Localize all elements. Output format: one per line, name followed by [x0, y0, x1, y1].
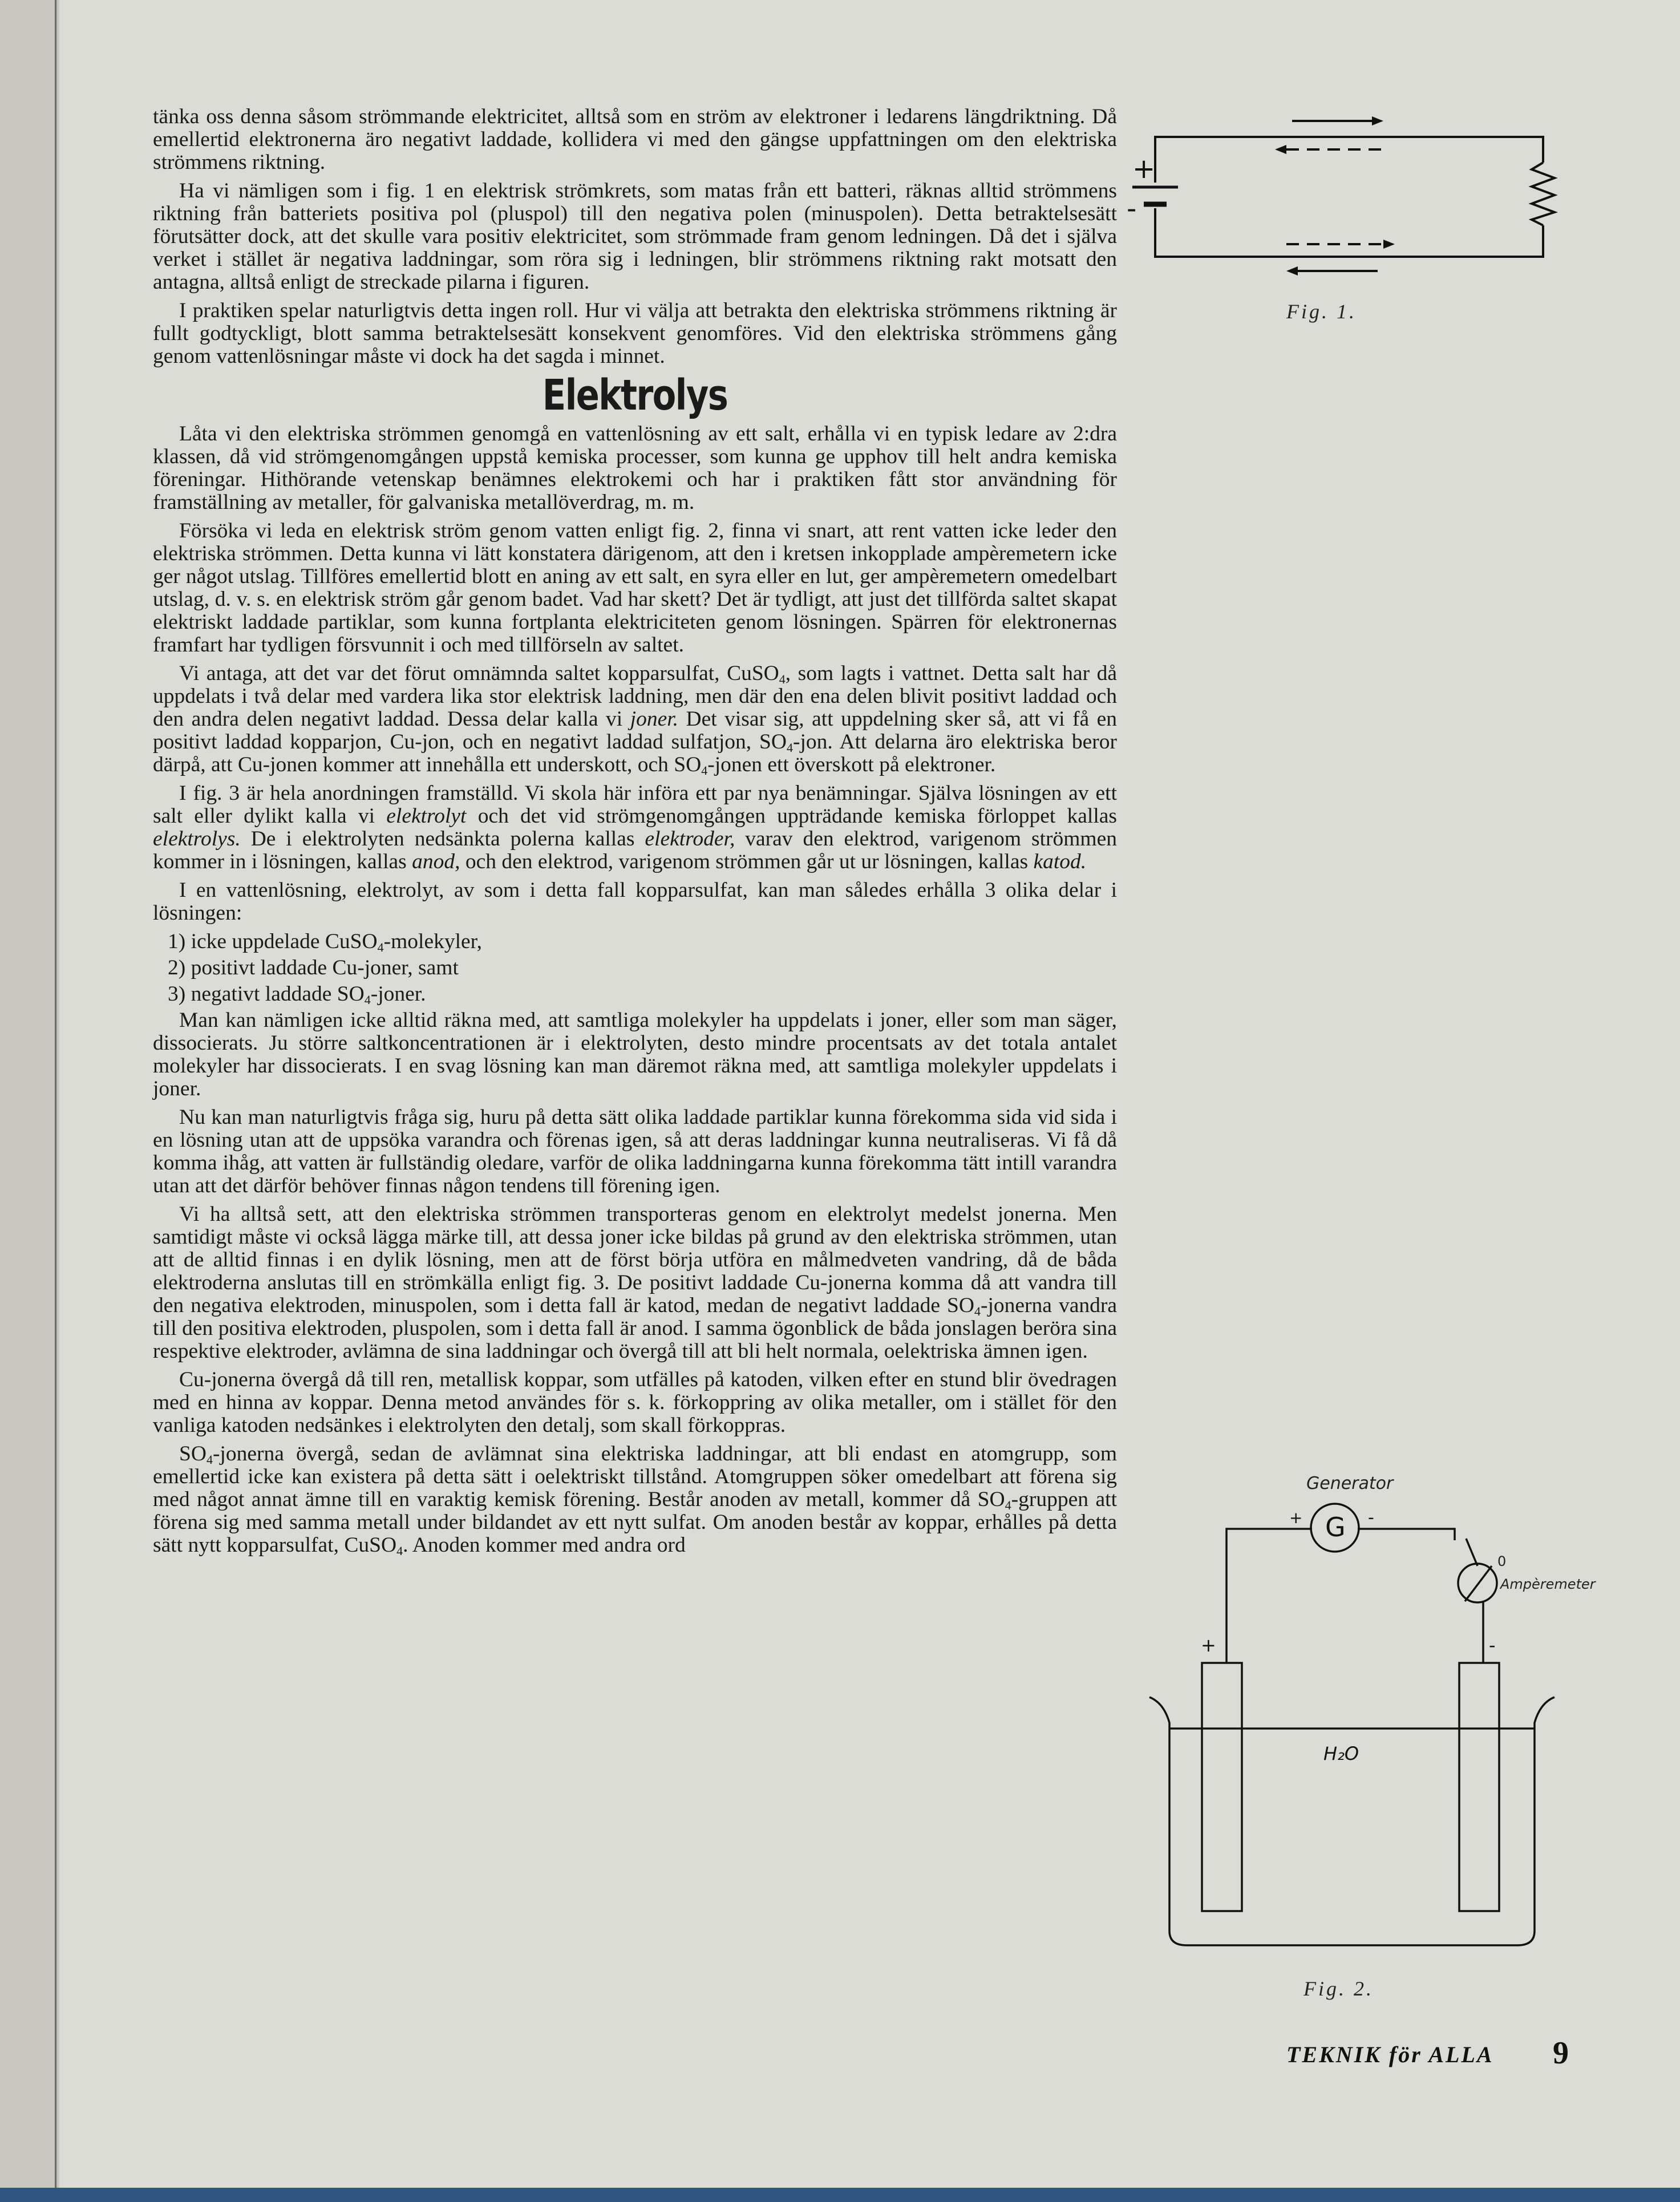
text-run: Det visar sig, att uppdelning sker så, att vi få en positivt laddad kopparjon, Cu-jon, och en negativt laddad sulfatjon, SO — [153, 707, 1117, 754]
paragraph: Ha vi nämligen som i fig. 1 en elektrisk strömkrets, som matas från ett batteri, räknas alltid strömmens riktning från batteriets positiva pol (pluspol) till den negativa polen (minuspolen). Detta betraktelsesätt förutsätter dock, att det skulle vara positiv elektricitet, som strömmade fram genom ledningen. Då det i själva verket i stället är negativa laddningar, som röra sig i ledningen, blir strömmens riktning rakt motsatt den antagna, alltså enligt de streckade pilarna i figuren. — [153, 179, 1117, 294]
italic-term: joner. — [630, 707, 679, 731]
text-run: och den elektrod, varigenom strömmen går ut ur lösningen, kallas — [460, 850, 1034, 873]
battery-minus-sign: - — [1127, 193, 1137, 225]
paragraph — [153, 782, 1117, 873]
magazine-brand: TEKNIK för ALLA — [1286, 2042, 1494, 2067]
subscript: 4 — [779, 672, 786, 686]
paragraph: I praktiken spelar naturligtvis detta ingen roll. Hur vi välja att betrakta den elektriska strömmens riktning är fullt godtyckligt, blott samma betraktelsesätt konsekvent genomföres. Vid den elektriska strömmens gång genom vattenlösningar måste vi dock ha det sagda i minnet. — [153, 299, 1117, 368]
paragraph: Försöka vi leda en elektrisk ström genom vatten enligt fig. 2, finna vi snart, att rent vatten icke leder den elektriska strömmen. Detta kunna vi lätt konstatera därigenom, att den i kretsen inkopplade ampèremetern icke ger något utslag. Tillföres emellertid blott en aning av ett salt, en syra eller en lut, ger ampèremetern omedelbart utslag, d. v. s. en elektrisk ström går genom badet. Vad har skett? Det är tydligt, att just det tillförda saltet skapat elektriskt laddade partiklar, som kunna fortplanta elektriciteten genom lösningen. Spärren för elektronernas framfart har tydligen försvunnit i och med tillförseln av saltet. — [153, 519, 1117, 657]
italic-term: elektrolyt — [386, 804, 467, 828]
text-run: varav den elektrod, varigenom strömmen kommer in i lösningen, kallas — [153, 827, 1117, 873]
text-run: -gruppen att förena sig med samma metall under bildandet av ett nytt sulfat. Om anoden består av koppar, erhålles på detta sätt nytt kopparsulfat, CuSO — [153, 1488, 1117, 1557]
list-item — [168, 930, 1117, 953]
text-run: -jonen ett överskott på elektroner. — [707, 753, 996, 776]
generator-minus-sign: - — [1368, 1508, 1374, 1528]
subscript: 4 — [1005, 1498, 1011, 1512]
text-run: Vi antaga, att det var det förut omnämnda saltet kopparsulfat, CuSO — [179, 662, 779, 685]
italic-term: elektroder, — [645, 827, 735, 851]
subscript: 4 — [974, 1304, 981, 1318]
text-run: -joner. — [370, 982, 426, 1006]
text-run: -jonerna vandra till den positiva elektroden, pluspolen, som i detta fall är anod. I samma ögonblick de båda jonslagen beröra sina respektive elektroder, avlämna de sina laddningar och övergå till att bli helt normala, oelektriska ämnen igen. — [153, 1294, 1117, 1363]
arrowhead-right-icon — [1372, 116, 1383, 126]
circuit-wire — [1358, 1529, 1455, 1540]
anode-plus-sign: + — [1201, 1634, 1216, 1656]
section-heading: Elektrolys — [542, 371, 728, 420]
resistor-zigzag — [1532, 163, 1554, 225]
subscript: 4 — [396, 1544, 403, 1558]
anode-electrode — [1202, 1663, 1242, 1911]
text-run: -jonerna övergå, sedan de avlämnat sina elektriska laddningar, att bli endast en atomgrupp, som emellertid icke kan existera på detta sätt i oelektriskt tillstånd. Atomgruppen söker omedelbart att förena sig med något annat ämne till en varaktig kemisk förening. Består anoden av metall, kommer då SO — [153, 1442, 1117, 1511]
previous-page-edge — [0, 0, 56, 2202]
text-run: -molekyler, — [383, 930, 483, 953]
paragraph: I en vattenlösning, elektrolyt, av som i detta fall kopparsulfat, kan man således erhålla 3 olika delar i lösningen: — [153, 879, 1117, 925]
italic-term: elektrolys. — [153, 827, 241, 851]
figure-2-caption: Fig. 2. — [1303, 1977, 1374, 2000]
paragraph: Nu kan man naturligtvis fråga sig, huru på detta sätt olika laddade partiklar kunna förekomma sida vid sida i en lösning utan att de uppsöka varandra och förenas igen, så att deras laddningar kunna neutraliseras. Vi få då komma ihåg, att vatten är fullständig oledare, varför de olika laddningarna kunna förekomma tätt intill varandra utan att det därför behöver finnas någon tendens till förening igen. — [153, 1106, 1117, 1197]
figure-1-caption: Fig. 1. — [1286, 300, 1357, 323]
paragraph: Man kan nämligen icke alltid räkna med, att samtliga molekyler ha uppdelats i joner, eller som man säger, dissocierats. Ju större saltkoncentrationen är i elektrolyten, desto mindre procentsats av det totala antalet molekyler har dissocierats. I en svag lösning kan man däremot räkna med, att samtliga molekyler uppdelats i joner. — [153, 1009, 1117, 1100]
subscript: 4 — [701, 763, 708, 778]
circuit-wire — [1226, 1529, 1312, 1663]
italic-term: katod. — [1033, 850, 1087, 873]
figure-2-electrolysis-diagram — [1147, 1452, 1603, 2011]
text-run: , som lagts i vattnet. Detta salt har då uppdelats i två delar med vardera lika stor elektrisk laddning, men där den ena delen blivit positivt laddad och den andra delen negativt laddad. Dessa delar kalla vi — [153, 662, 1117, 731]
cathode-minus-sign: - — [1489, 1634, 1496, 1656]
text-run: . Anoden kommer med andra ord — [403, 1533, 686, 1557]
paragraph — [153, 1203, 1117, 1363]
ammeter-symbol-icon — [1458, 1564, 1497, 1602]
circuit-wire — [1466, 1539, 1477, 1566]
subscript: 4 — [206, 1452, 213, 1467]
ammeter-label: Ampèremeter — [1500, 1576, 1596, 1592]
list-item: 2) positivt laddade Cu-joner, samt — [168, 956, 459, 979]
circuit-wire — [1155, 208, 1543, 257]
text-run: I fig. 3 är hela anordningen framställd. Vi skola här införa ett par nya benämningar. Själva lösningen av ett salt eller dylikt kalla vi — [153, 782, 1117, 828]
text-run: SO — [179, 1442, 207, 1466]
paragraph: Låta vi den elektriska strömmen genomgå en vattenlösning av ett salt, erhålla vi en typisk ledare av 2:dra klassen, då vid strömgenomgången uppstå kemiska processer, som kunna ge upphov till helt andra kemiska föreningar. Hithörande vetenskap benämnes elektrokemi och har i praktiken fått stor användning för framställning av metaller, för galvaniska metallöverdrag, m. m. — [153, 422, 1117, 514]
generator-label: Generator — [1306, 1474, 1394, 1493]
paragraph — [153, 662, 1117, 776]
subscript: 4 — [364, 993, 371, 1007]
arrowhead-left-icon — [1286, 266, 1298, 276]
italic-term: anod, — [412, 850, 460, 873]
subscript: 4 — [377, 940, 384, 954]
paragraph: tänka oss denna såsom strömmande elektricitet, alltså som en ström av elektroner i ledarens längdriktning. Då emellertid elektronerna äro negativt laddade, kollidera vi med den gängse uppfattningen om den elektriska strömmens riktning. — [153, 105, 1117, 174]
circuit-wire — [1155, 137, 1543, 183]
generator-plus-sign: + — [1289, 1508, 1303, 1527]
ammeter-needle — [1465, 1566, 1492, 1601]
text-run: 1) icke uppdelade CuSO — [168, 930, 378, 953]
text-run: De i elektrolyten nedsänkta polerna kallas — [240, 827, 645, 851]
water-label: H₂O — [1323, 1743, 1359, 1764]
cathode-electrode — [1459, 1663, 1499, 1911]
paragraph: Cu-jonerna övergå då till ren, metallisk koppar, som utfälles på katoden, vilken efter en stund blir övedragen med en hinna av koppar. Denna metod användes för s. k. förkoppring av olika metaller, om i stället för den vanliga katoden nedsänkes i elektrolyten den detalj, som skall förkoppras. — [153, 1368, 1117, 1437]
text-run: Vi ha alltså sett, att den elektriska strömmen transporteras genom en elektrolyt medelst jonerna. Men samtidigt måste vi också lägga märke till, att dessa joner icke bildas på grund av den elektriska strömmen, utan att de alltid finnas i en dylik lösning, men att de först börja utföra en målmedveten vandring, då de båda elektroderna anslutas till en strömkälla enligt fig. 3. De positivt laddade Cu-jonerna komma då att vandra till den negativa elektroden, minuspolen, som i detta fall är katod, medan de negativt laddade SO — [153, 1203, 1117, 1317]
electrolysis-vessel — [1149, 1697, 1554, 1945]
article-body — [153, 106, 1117, 1563]
battery-plus-sign: + — [1132, 153, 1156, 185]
text-run: 3) negativt laddade SO — [168, 982, 365, 1006]
page-number: 9 — [1553, 2035, 1569, 2071]
arrowhead-right-icon — [1383, 240, 1395, 249]
arrowhead-left-icon — [1275, 145, 1286, 154]
text-run: -jon. Att delarna äro elektriska beror därpå, att Cu-jonen kommer att innehålla ett underskott, och SO — [153, 730, 1118, 776]
list-item — [168, 983, 1117, 1006]
paragraph — [153, 1443, 1117, 1557]
text-run: och det vid strömgenomgången uppträdande kemiska förloppet kallas — [466, 804, 1117, 828]
generator-symbol-text: G — [1325, 1512, 1346, 1543]
ammeter-zero-mark: 0 — [1497, 1553, 1507, 1569]
background-strip — [0, 2188, 1680, 2202]
subscript: 4 — [786, 740, 793, 755]
